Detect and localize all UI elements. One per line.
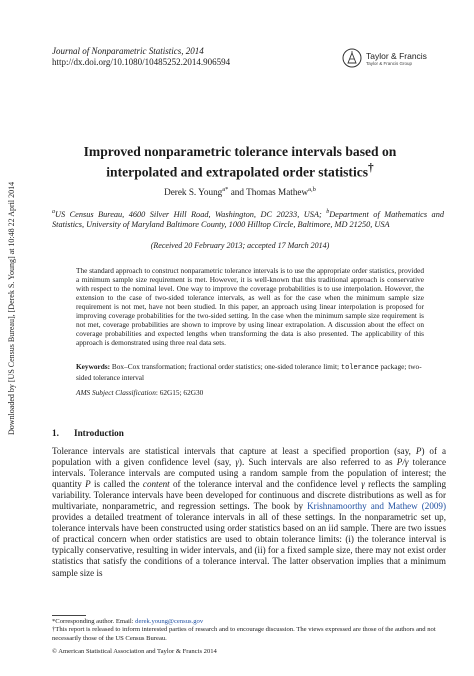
- introduction-paragraph: [52, 446, 446, 579]
- body-text: Tolerance intervals are statistical intervals that capture at least a specified proportion (say,: [52, 446, 416, 456]
- body-text: provides a detailed treatment of tolerance intervals in all of these settings. In the nonparametric set up, tolerance intervals have been constructed using order statistics based on an iid sample. There are two issues of practical concern when order statistics are used to obtain tolerance limits: (i) the tolerance interval is typically conservative, resulting in wider intervals, and (ii) for a fixed sample size, there may not exist order statistics that satisfy the conditions of a tolerance interval. The latter observation implies that a minimum sample size is: [52, 512, 446, 578]
- body-text: of the tolerance interval and the confidence level: [169, 479, 362, 490]
- math-p-over-gamma: P/γ: [396, 457, 409, 468]
- math-p: P: [415, 446, 422, 456]
- dagger-note: †This report is released to inform interested parties of research and to encourage discussion. The views expressed are those of the authors and not necessarily those of the US Census Bureau.: [52, 626, 436, 642]
- title-dagger: †: [368, 162, 374, 174]
- publisher-group: Taylor & Francis Group: [366, 61, 413, 66]
- citation-link[interactable]: Krishnamoorthy and Mathew (2009): [307, 501, 446, 512]
- ams-codes: : 62G15; 62G30: [155, 388, 204, 397]
- author-1: Derek S. Young: [164, 187, 223, 198]
- author-conjunction: and: [228, 187, 247, 198]
- ams-label: AMS Subject Classification: [76, 388, 156, 397]
- math-gamma: γ: [361, 479, 365, 490]
- math-p: P: [85, 479, 91, 490]
- download-stamp: Downloaded by [US Census Bureau], [Derek S. Young] at 10:48 22 April 2014: [7, 181, 16, 435]
- body-text: ). Such intervals are also referred to as: [238, 457, 397, 468]
- keywords-label: Keywords:: [76, 362, 111, 371]
- body-text: reflects the sampling variability. Tolerance intervals have been developed for continuous and discrete distributions as well as for multivariate, nonparametric, and regression settings. The book by: [52, 479, 447, 512]
- corresponding-author-note: [52, 618, 446, 626]
- author-2: Thomas Mathew: [246, 187, 309, 198]
- affil-b-text: Department of Mathematics and Statistics, University of Maryland Baltimore County, 1000 Hilltop Circle, Baltimore, MD 21250, USA: [52, 209, 444, 230]
- body-text: ) of a population with a given confidence level (say,: [52, 446, 447, 468]
- title-line-2: interpolated and extrapolated order statistics: [106, 164, 369, 180]
- section-number: 1.: [52, 428, 59, 438]
- affil-a-mark: a: [52, 209, 55, 215]
- footnote-rule: [52, 615, 86, 616]
- author-email-link[interactable]: derek.young@census.gov: [135, 618, 204, 625]
- doi-link[interactable]: http://dx.doi.org/10.1080/10485252.2014.906594: [52, 57, 231, 67]
- keywords-text-1: Box–Cox transformation; fractional order statistics; one-sided tolerance limit;: [110, 362, 341, 371]
- term-content: content: [142, 479, 170, 490]
- affiliations: [52, 207, 444, 231]
- section-title: Introduction: [74, 428, 124, 438]
- keywords-text-2: package; two-sided tolerance interval: [76, 362, 422, 383]
- corresponding-label: *Corresponding author. Email:: [52, 618, 136, 625]
- title-line-1: Improved nonparametric tolerance intervals based on: [83, 144, 397, 159]
- author-2-mark: a,b: [308, 186, 316, 193]
- copyright: © American Statistical Association and Taylor & Francis 2014: [52, 648, 217, 655]
- taylor-francis-logo-icon: [342, 48, 362, 68]
- author-list: [60, 184, 420, 198]
- journal-name: Journal of Nonparametric Statistics, 2014: [52, 46, 204, 56]
- ams-classification: [76, 388, 424, 397]
- author-1-mark: a*: [222, 186, 229, 193]
- paper-title: [60, 143, 420, 181]
- math-gamma: γ: [235, 457, 239, 468]
- publisher-name: Taylor & Francis: [366, 51, 427, 61]
- affil-a-text: US Census Bureau, 4600 Silver Hill Road, Washington, DC 20233, USA;: [55, 209, 327, 219]
- body-text: tolerance intervals. Tolerance intervals are computed using a random sample from the population of interest; the quantity: [52, 457, 446, 490]
- keywords-package-name: tolerance: [340, 364, 379, 372]
- section-heading: [52, 427, 124, 439]
- received-dates: (Received 20 February 2013; accepted 17 March 2014): [150, 241, 330, 250]
- keywords: [76, 362, 424, 382]
- abstract: The standard approach to construct nonparametric tolerance intervals is to use the appropriate order statistics, provided a minimum sample size requirement is met. However, it is well-known that this traditional approach is conservative with respect to the nominal level. One way to improve the coverage probabilities is to use interpolation. However, the extension to the case of two-sided tolerance intervals, as well as for the case when the minimum sample size requirement is not met, have not been studied. In this paper, an approach using linear interpolation is proposed for improving coverage probabilities for the two-sided setting. In the case when the minimum sample size requirement is not met, coverage probabilities are shown to improve by using linear extrapolation. A discussion about the effect on coverage probabilities and expected lengths when transforming the data is also presented. The applicability of this approach is demonstrated using three real data sets.: [76, 266, 424, 348]
- footnotes: [52, 618, 446, 643]
- body-text: is called the: [90, 479, 143, 490]
- affil-b-mark: b: [326, 209, 330, 215]
- publisher-logo: [342, 48, 432, 72]
